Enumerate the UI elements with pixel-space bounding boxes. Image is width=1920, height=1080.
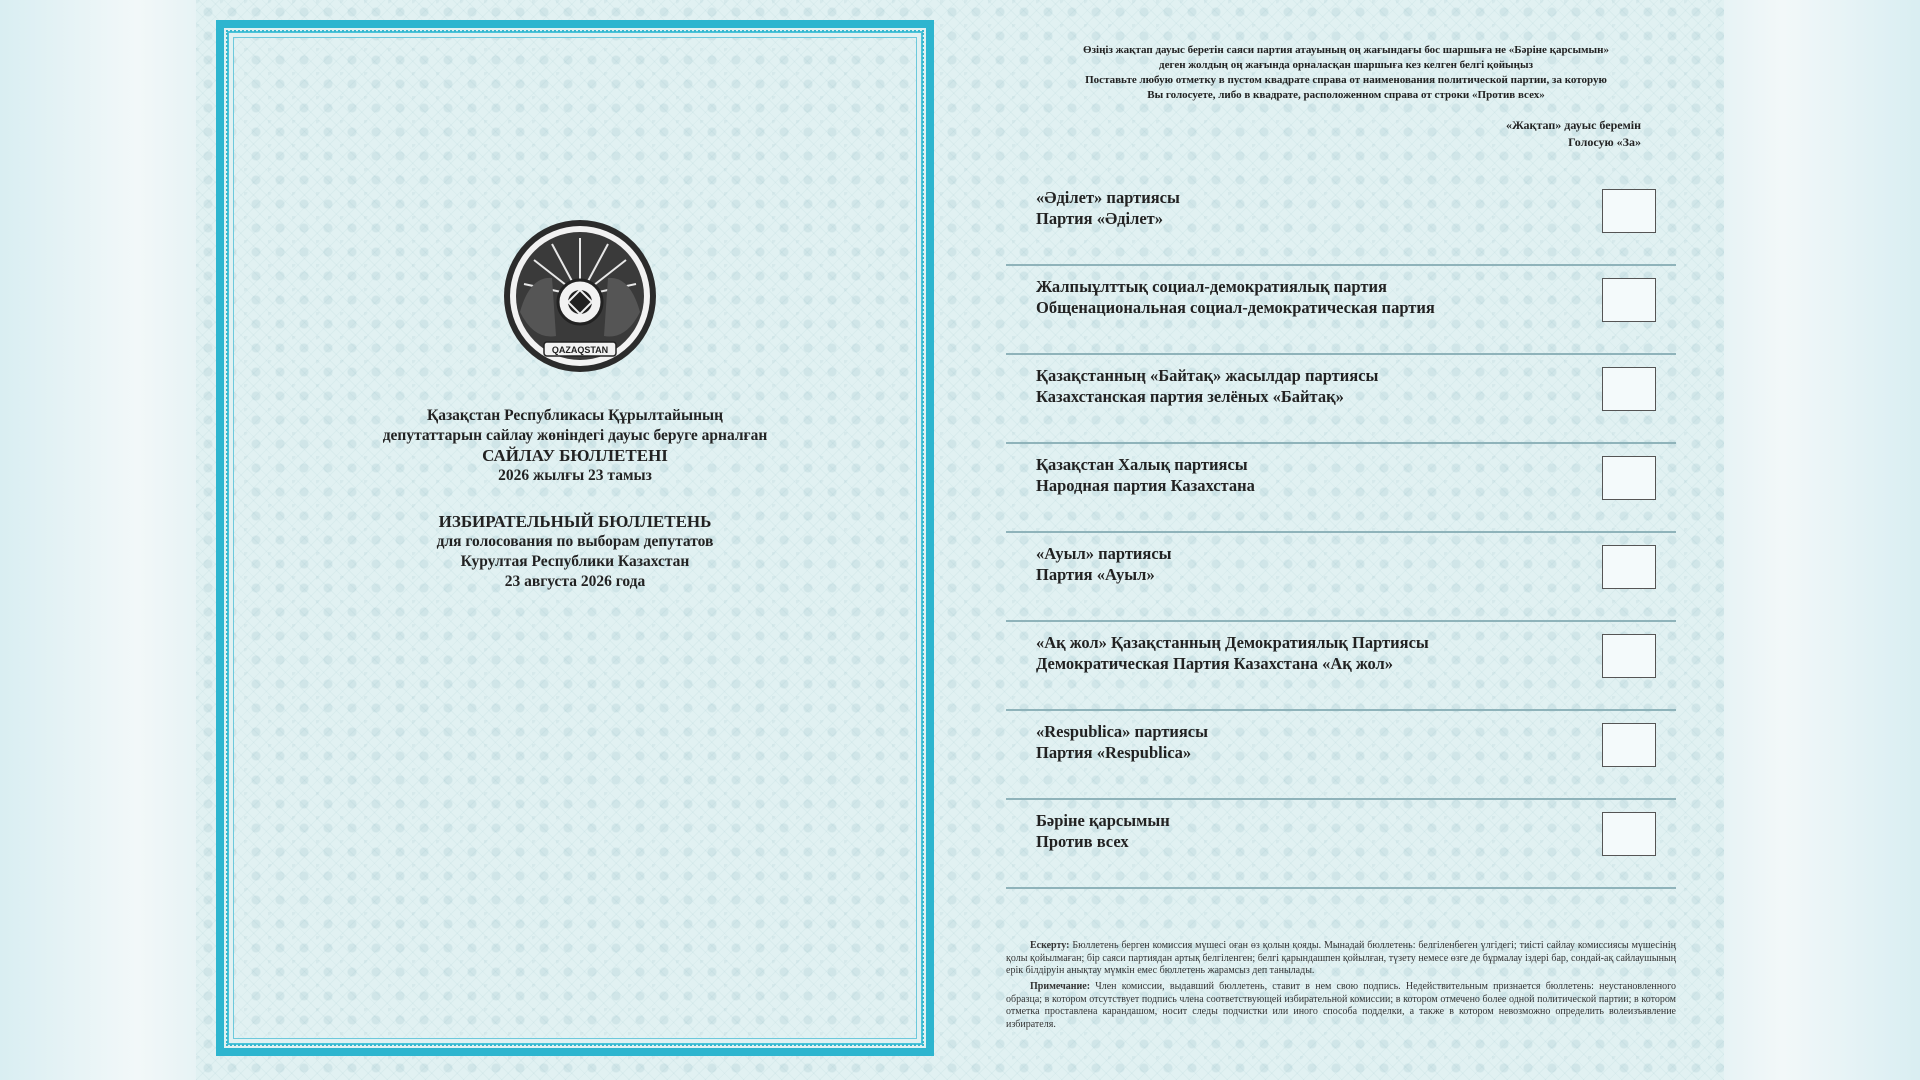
party-names: [1036, 632, 1429, 674]
kz-title-line-2: депутаттарын сайлау жөніндегі дауыс беруге арналған: [382, 427, 768, 444]
note-ru-text: Член комиссии, выдавший бюллетень, ставит в нем свою подпись. Недействительным признается бюллетень: неустановленного образца; в котором отсутствует подпись члена соответствующей избирательной комиссии; в котором отмечено более одной политической партии; в котором отметка проставлена карандашом, носит следы подчистки или иного способа подделки, а также в котором невозможно определить волеизъявление избирателя.: [1006, 981, 1676, 1030]
party-names: [1036, 187, 1180, 229]
party-row: [1006, 355, 1676, 444]
party-names: [1036, 454, 1255, 496]
instructions-russian: [996, 73, 1696, 103]
ballot-cover-panel: [216, 20, 934, 1056]
instructions-kazakh: [996, 43, 1696, 73]
instructions-ru-line-2: Вы голосуете, либо в квадрате, расположенном справа от строки «Против всех»: [1147, 89, 1545, 101]
ru-title-line-3: Курултая Республики Казахстан: [460, 553, 690, 570]
vote-checkbox[interactable]: [1602, 634, 1656, 678]
party-name-kz: Қазақстанның «Байтақ» жасылдар партиясы: [1036, 366, 1379, 385]
vote-checkbox[interactable]: [1602, 456, 1656, 500]
party-names: [1036, 543, 1172, 585]
kz-title-line-1: Қазақстан Республикасы Құрылтайының: [426, 407, 724, 424]
note-ru-label: Примечание:: [1030, 981, 1091, 992]
party-names: [1036, 276, 1435, 318]
note-kz-label: Ескерту:: [1030, 940, 1070, 951]
vote-checkbox[interactable]: [1602, 545, 1656, 589]
party-row: [1006, 711, 1676, 800]
party-row: [1006, 177, 1676, 266]
svg-text:QAZAQSTAN: QAZAQSTAN: [551, 345, 609, 355]
party-name-kz: Жалпыұлттық социал-демократиялық партия: [1036, 277, 1387, 296]
party-name-ru: Партия «Ауыл»: [1036, 565, 1155, 584]
ru-title-line-2: для голосования по выборам депутатов: [436, 533, 714, 550]
against-all-ru: Против всех: [1036, 832, 1129, 851]
party-name-ru: Общенациональная социал-демократическая партия: [1036, 298, 1435, 317]
kz-election-date: 2026 жылғы 23 тамыз: [498, 467, 652, 484]
instructions-kz-line-2: деген жолдың оң жағында орналасқан шаршыға кез келген белгі қойыңыз: [1159, 59, 1533, 71]
party-name-ru: Народная партия Казахстана: [1036, 476, 1255, 495]
party-name-kz: «Әділет» партиясы: [1036, 188, 1180, 207]
note-kz-text: Бюллетень берген комиссия мүшесі оған өз қолын қояды. Мынадай бюллетень: белгіленбеген үлгідегі; тиісті сайлау комиссиясы мүшесінің қолы қойылмаған; бір саяси партиядан артық белгіленген; белгі қарындашпен қойылған, түзету немесе өзге де бұрмалау іздері бар, сондай-ақ сайлаушының ерік білдіруін анықтау мүмкін емес бюллетень жарамсыз деп танылады.: [1006, 940, 1677, 976]
party-name-kz: «Ауыл» партиясы: [1036, 544, 1172, 563]
vote-checkbox[interactable]: [1602, 189, 1656, 233]
vote-for-label-ru: Голосую «За»: [1568, 135, 1641, 149]
party-row: [1006, 533, 1676, 622]
party-name-kz: «Respublica» партиясы: [1036, 722, 1209, 741]
vote-checkbox-against-all[interactable]: [1602, 812, 1656, 856]
left-margin-background: [0, 0, 196, 1080]
russian-title-block: [224, 512, 926, 592]
party-list: [1006, 177, 1676, 889]
party-name-ru: Казахстанская партия зелёных «Байтақ»: [1036, 387, 1344, 406]
note-kazakh: [1006, 940, 1676, 978]
party-names: [1036, 721, 1208, 763]
ru-election-date: 23 августа 2026 года: [504, 573, 646, 590]
party-row: [1006, 444, 1676, 533]
ru-title-line-1: ИЗБИРАТЕЛЬНЫЙ БЮЛЛЕТЕНЬ: [438, 512, 712, 531]
state-emblem-icon: [500, 216, 660, 376]
vote-for-label-kz: «Жақтап» дауыс беремін: [1505, 118, 1641, 132]
ballot-sheet: [196, 0, 1724, 1080]
party-name-kz: «Ақ жол» Қазақстанның Демократиялық Партиясы: [1036, 633, 1429, 652]
right-margin-background: [1724, 0, 1920, 1080]
instructions-kz-line-1: Өзіңіз жақтап дауыс беретін саяси партия атауының оң жағындағы бос шаршыға не «Бәріне қарсымын»: [1083, 44, 1609, 56]
party-name-ru: Партия «Әділет»: [1036, 209, 1164, 228]
kazakh-title-block: [224, 406, 926, 486]
against-all-row: [1006, 800, 1676, 889]
party-name-kz: Қазақстан Халық партиясы: [1036, 455, 1248, 474]
note-russian: [1006, 981, 1676, 1031]
party-names: [1036, 810, 1170, 852]
vote-checkbox[interactable]: [1602, 367, 1656, 411]
party-row: [1006, 266, 1676, 355]
vote-checkbox[interactable]: [1602, 278, 1656, 322]
party-name-ru: Партия «Respublica»: [1036, 743, 1192, 762]
party-names: [1036, 365, 1378, 407]
against-all-kz: Бәріне қарсымын: [1036, 811, 1170, 830]
party-name-ru: Демократическая Партия Казахстана «Ақ жол»: [1036, 654, 1393, 673]
kz-title-line-3: САЙЛАУ БЮЛЛЕТЕНІ: [482, 446, 668, 465]
instructions-ru-line-1: Поставьте любую отметку в пустом квадрате справа от наименования политической партии, за которую: [1085, 74, 1607, 86]
party-row: [1006, 622, 1676, 711]
vote-checkbox[interactable]: [1602, 723, 1656, 767]
